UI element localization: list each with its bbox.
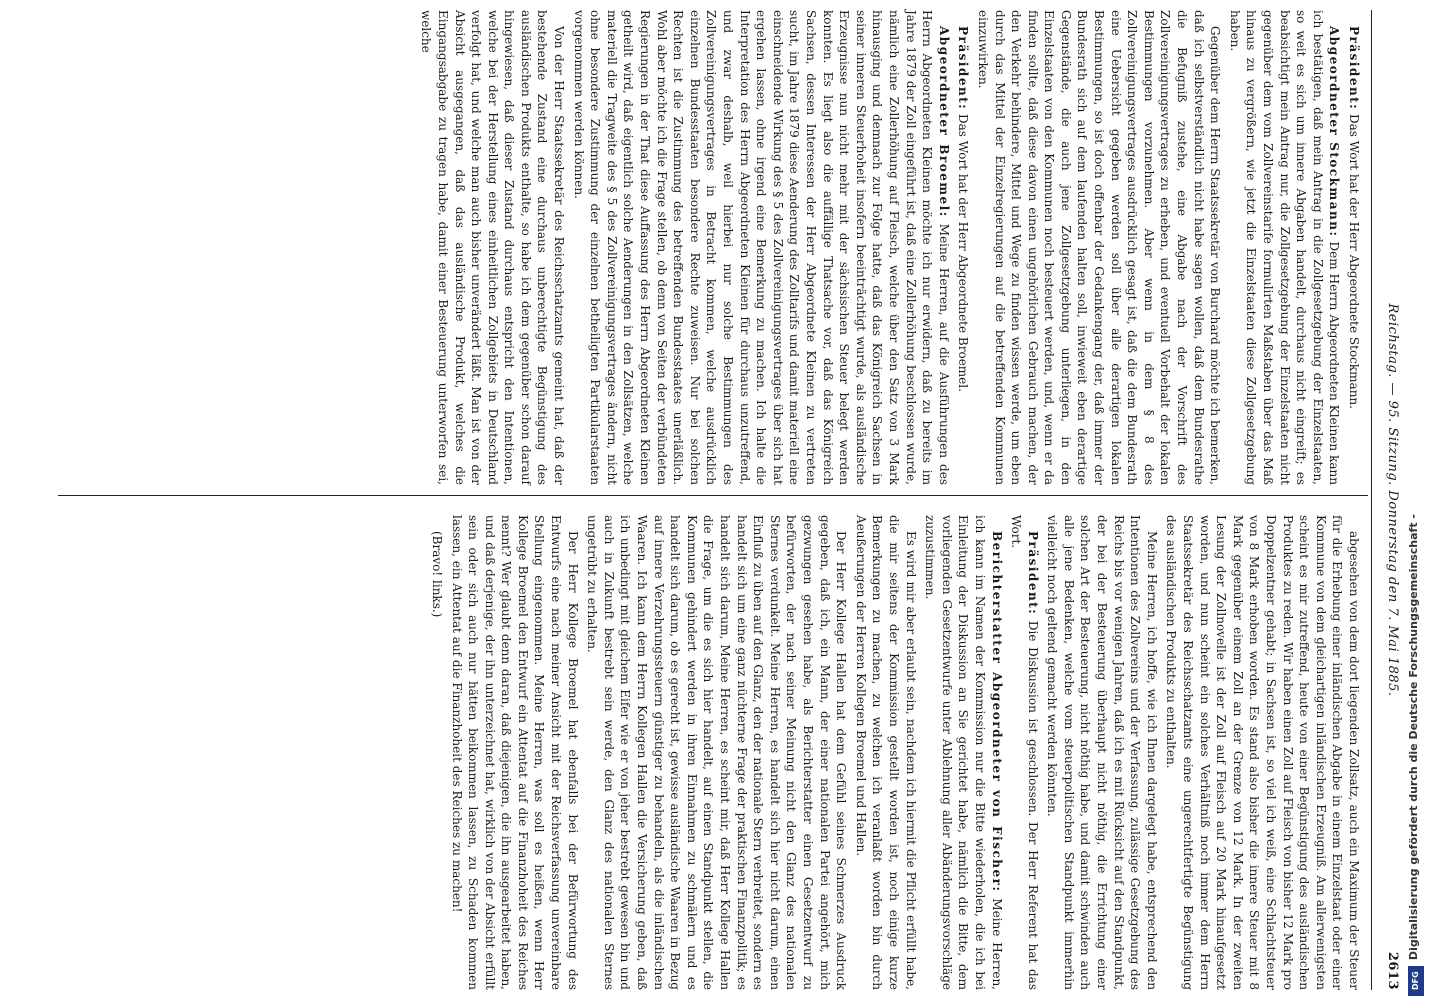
- paragraph: [1044, 515, 1160, 990]
- header-rule: [1371, 10, 1372, 990]
- running-title: Reichstag. — 95. Sitzung. Donnerstag den 7. Mai 1885.: [1385, 303, 1400, 697]
- paragraph-text: Gegenüber dem Herrn Staatssekretär von Burchard möchte ich bemerken, daß ich selbstverständlich nicht habe sagen wollen, daß dem Bundesrathe die Befugniß zustehe, eine Abgabe nach der Vorschrift des Zollvereinigungsvertrages zu erheben, und eventuell Vorbehalt der lokalen Bestimmungen vorzunehmen. Aber wenn in dem § 8 des Zollvereinigungsvertrages ausdrücklich gesagt ist, daß die dem Bundesrath eine Uebersicht gegeben werden soll über alle derartigen lokalen Bestimmungen, so ist doch offenbar der Gedankengang der, daß immer der Bundesrath sich auf dem laufenden halten soll, inwieweit eben derartige Gegenstände, die auch jene Zollgesetzgebung unterliegen, in den Einzelstaaten von den Kommunen noch besteuert werden, und, wenn er da finden sollte, daß diese davon einen ungehörlichen Gebrauch machen, der den Verkehr behindere, Mittel und Wege zu finden wissen werde, um eben durch das Mittel der Einzelregierungen auf die betreffenden Kommunen einzuwirken.: [975, 10, 1223, 485]
- paragraph: [1008, 515, 1041, 990]
- paragraph-text: Das Wort hat der Herr Abgeordnete Broemel.: [956, 114, 971, 392]
- speaker-name: Präsident:: [956, 26, 971, 111]
- paragraph-text: (Bravo! links.): [429, 531, 444, 618]
- paragraph-text: Es wird mir aber erlaubt sein, nachdem ich hiermit die Pflicht erfüllt habe, die mir seitens der Kommission gestellt worden ist, noch einige kurze Bemerkungen zu machen, zu welchen ich veranlaßt worden bin durch Aeußerungen der Herren Kollegen Broemel und Hallen.: [853, 515, 918, 990]
- paragraph: [974, 10, 1223, 485]
- paragraph: [418, 10, 567, 485]
- paragraph: [922, 515, 1005, 990]
- paragraph-text: Der Herr Kollege Broemel hat ebenfalls bei der Befürwortung des Entwurfs eine nach meiner Ansicht mit der Reichsverfassung unvereinbare Stellung eingenommen. Meine Herren, was soll es heißen, wenn Herr Kollege Broemel den Entwurf ein Attentat auf die Finanzhoheit des Reiches nennt? Wer glaubt denn daran, daß diejenigen, die ihn ausgearbeitet haben, und daß derjenige, der ihn unterzeichnet hat, wirklich von der Absicht erfüllt sein oder sich auch nur hätten beikommen lassen, zu Schaden kommen lassen, ein Attentat auf die Finanzhoheit des Reiches zu machen!: [449, 515, 580, 990]
- dfg-logo: DFG: [1408, 966, 1424, 996]
- page-header: [1376, 10, 1406, 990]
- speaker-name: Berichterstatter Abgeordneter von Fischer:: [989, 531, 1004, 893]
- credit-text: Digitalisierung gefördert durch die Deutsche Forschungsgemeinschaft -: [1407, 513, 1420, 960]
- paragraph: [1163, 515, 1362, 990]
- paragraph-text: Das Wort hat der Herr Abgeordnete Stockmann.: [1347, 114, 1361, 409]
- paragraph: [1345, 10, 1362, 485]
- speaker-name: Präsident:: [1347, 26, 1361, 111]
- right-column: [425, 515, 1362, 990]
- digitization-credit: [1405, 0, 1427, 1000]
- paragraph: [852, 515, 918, 990]
- speaker-name: Abgeordneter Broemel:: [936, 26, 951, 218]
- left-column: [415, 10, 1362, 485]
- paragraph-text: Meine Herren, ich hoffe, wie ich Ihnen dargelegt habe, entsprechend den Intentionen des Zollvereins und der Verfassung, zulässige Gesetzgebung des Reichs bis vor wenigen Jahren, daß ich es mit Rücksicht auf den Standpunkt, der bei der Besteuerung überhaupt nicht nöthig, die Errichtung einer solchen Art der Besteuerung, nicht nöthig habe, und damit schwinden auch alle jene Bedenken, welche vom steuerpolitischen Standpunkt immerhin vielleicht noch geltend gemacht werden könnten.: [1045, 515, 1159, 990]
- paragraph: [955, 10, 972, 485]
- paragraph-text: abgesehen von dem dort liegenden Zollsatz, auch ein Maximum der Steuer für die Erhebung einer inländischen Abgabe in einem Einzelstaat oder einer Kommune von dem gleichartigen inländischen Erzeugniß. Am allerwenigsten scheint es mir zutreffend, heute von einer Begünstigung des ausländischen Produktes zu reden. Wir haben einen Zoll auf Fleisch von bisher 12 Mark pro Doppelzentner gehabt; in Sachsen ist, so viel ich weiß, eine Schlachtsteuer von 8 Mark erhoben worden. Es stand also bisher die innere Steuer mit 8 Mark gegenüber einem Zoll an der Grenze von 12 Mark. In der zweiten Lesung der Zollnovelle ist der Zoll auf Fleisch auf 20 Mark hinaufgesetzt worden, und nun scheint ein solches Verhältniß noch immer dem Herrn Staatssekretär des Reichsschatzamts eine ungerechtfertigte Begünstigung des ausländischen Produkts zu enthalten.: [1164, 515, 1361, 990]
- speaker-name: Abgeordneter Stockmann:: [1327, 26, 1342, 238]
- paragraph: [448, 515, 581, 990]
- column-divider: [58, 495, 1368, 496]
- paragraph-text: Dem Herrn Abgeordneten Kleinen kann ich bestätigen, daß mein Antrag in die Zollgesetzgebung der Einzelstaaten, so weit es sich um innere Abgaben handelt, durchaus nicht eingreift; es beabsichtigt mein Antrag nur, die Zollgesetzgebung der Einzelstaaten nicht gegenüber dem vom Zollvereinstarife formulirten Maßstaben über das Maß hinaus zu vergrößern, wie jetzt die Einzelstaaten diese Zollgesetzgebung haben.: [1227, 10, 1342, 485]
- paragraph: [584, 515, 850, 990]
- paragraph: [428, 515, 445, 990]
- page-number: 2613: [1385, 951, 1400, 990]
- paragraph-text: Die Diskussion ist geschlossen. Der Herr Referent hat das Wort.: [1009, 515, 1040, 990]
- paragraph: [1226, 10, 1342, 485]
- paragraph-text: Von der Herr Staatssekretär des Reichsschatzamts gemeint hat, daß der bestehende Zustand eine durchaus unberechtigte Begünstigung des ausländischen Produkts enthalte, so habe ich dem gegenüber schon darauf hingewiesen, daß dieser Zustand durchaus entspricht den Intentionen, welche bei der Herstellung eines einheitlichen Zollgebiets in Deutschland verfolgt hat, und welche man auch bisher unverändert läßt. Man ist von der Absicht ausgegangen, daß das ausländische Produkt, welches die Eingangsabgabe zu tragen habe, damit einer Besteuerung unterworfen sei, welche: [419, 10, 567, 485]
- speaker-name: Präsident:: [1025, 531, 1040, 616]
- paragraph-text: Der Herr Kollege Hallen hat dem Gefühl seines Schmerzes Ausdruck gegeben, daß ich, ein Mann, der einer nationalen Partei angehört, mich gezwungen gesehen habe, als Berichterstatter einen Gesetzentwurf zu befürworten, der nach seiner Meinung nicht den Glanz des nationalen Sternes verdunkelt. Meine Herren, es handelt sich hier nicht darum, einen Einfluß zu üben auf den Glanz, den der nationale Stern verbreitet, sondern es handelt sich um eine ganz nüchterne Frage der praktischen Finanzpolitik; es handelt sich darum, Meine Herren, es scheint mir, daß Herr Kollege Hallen die Frage, um die es sich hier handelt, auf einen Standpunkt stellen, die Kommunen gehindert werden in ihren Einnahmen zu schmälern und es handelt sich darum, ob es gerecht ist, gewisse ausländische Waaren in Bezug auf innere Verzehrungssteuern günstiger zu behandeln, als die inländischen Waaren. Ich kann dem Herrn Kollegen Hallen die Versicherung geben, daß ich unbedingt mit gleichem Eifer wie er von jeher bestrebt gewesen bin und auch in Zukunft bestrebt sein werde, den Glanz des nationalen Sternes ungetrübt zu erhalten.: [585, 515, 849, 990]
- paragraph: [570, 10, 952, 485]
- paragraph-text: Meine Herren, auf die Ausführungen des Herrn Abgeordneten Kleinen möchte ich nur erwidern, daß zu bereits im Jahre 1879 der Zoll eingeführt ist, daß eine Zollerhöhung beschlossen wurde, nämlich eine Zollerhöhung auf Fleisch, welche über den Satz von 3 Mark hinausging und demnach zur Folge hatte, daß das Königreich Sachsen in seiner inneren Steuerhoheit insofern beeinträchtigt wurde, als ausländische Erzeugnisse nun nicht mehr mit der sächsischen Steuer belegt werden konnten. Es liegt also die auffällige Thatsache vor, daß das Königreich Sachsen, dessen Interessen der Herr Abgeordnete Kleinen zu vertreten sucht, im Jahre 1879 diese Aenderung des Zolltarifs und damit materiell eine einschneidende Wirkung des § 5 des Zollvereinigungsvertrages über sich hat ergehen lassen, ohne irgend eine Bemerkung zu machen. Ich halte die Interpretation des Herrn Abgeordneten Kleinen für durchaus unzutreffend, und zwar deshalb, weil hierbei nur solche Bestimmungen des Zollvereinigungsvertrages in Betracht kommen, welche ausdrücklich einzelnen Bundesstaaten besondere Rechte zuweisen. Nur bei solchen Rechten ist die Zustimmung des betreffenden Bundesstaates unerläßlich. Wohl aber möchte ich die Frage stellen, ob denn von Seiten der verbündeten Regierungen in der That diese Auffassung des Herrn Abgeordneten Kleinen getheilt wird, daß eigentlich solche Aenderungen in den Zollsätzen, welche materiell die Tragweite des § 5 des Zollvereinigungsvertrages ändern, nicht ohne besondere Zustimmung der einzelnen betheiligten Partikularstaaten vorgenommen werden können.: [571, 10, 951, 485]
- paragraph-text: Meine Herren, ich kann im Namen der Kommission nur die Bitte wiederholen, die ich bei Einleitung der Diskussion an Sie gerichtet habe, nämlich die Bitte, dem vorliegenden Gesetzentwurfe unter Ablehnung aller Abänderungsvorschläge zuzustimmen.: [923, 515, 1004, 990]
